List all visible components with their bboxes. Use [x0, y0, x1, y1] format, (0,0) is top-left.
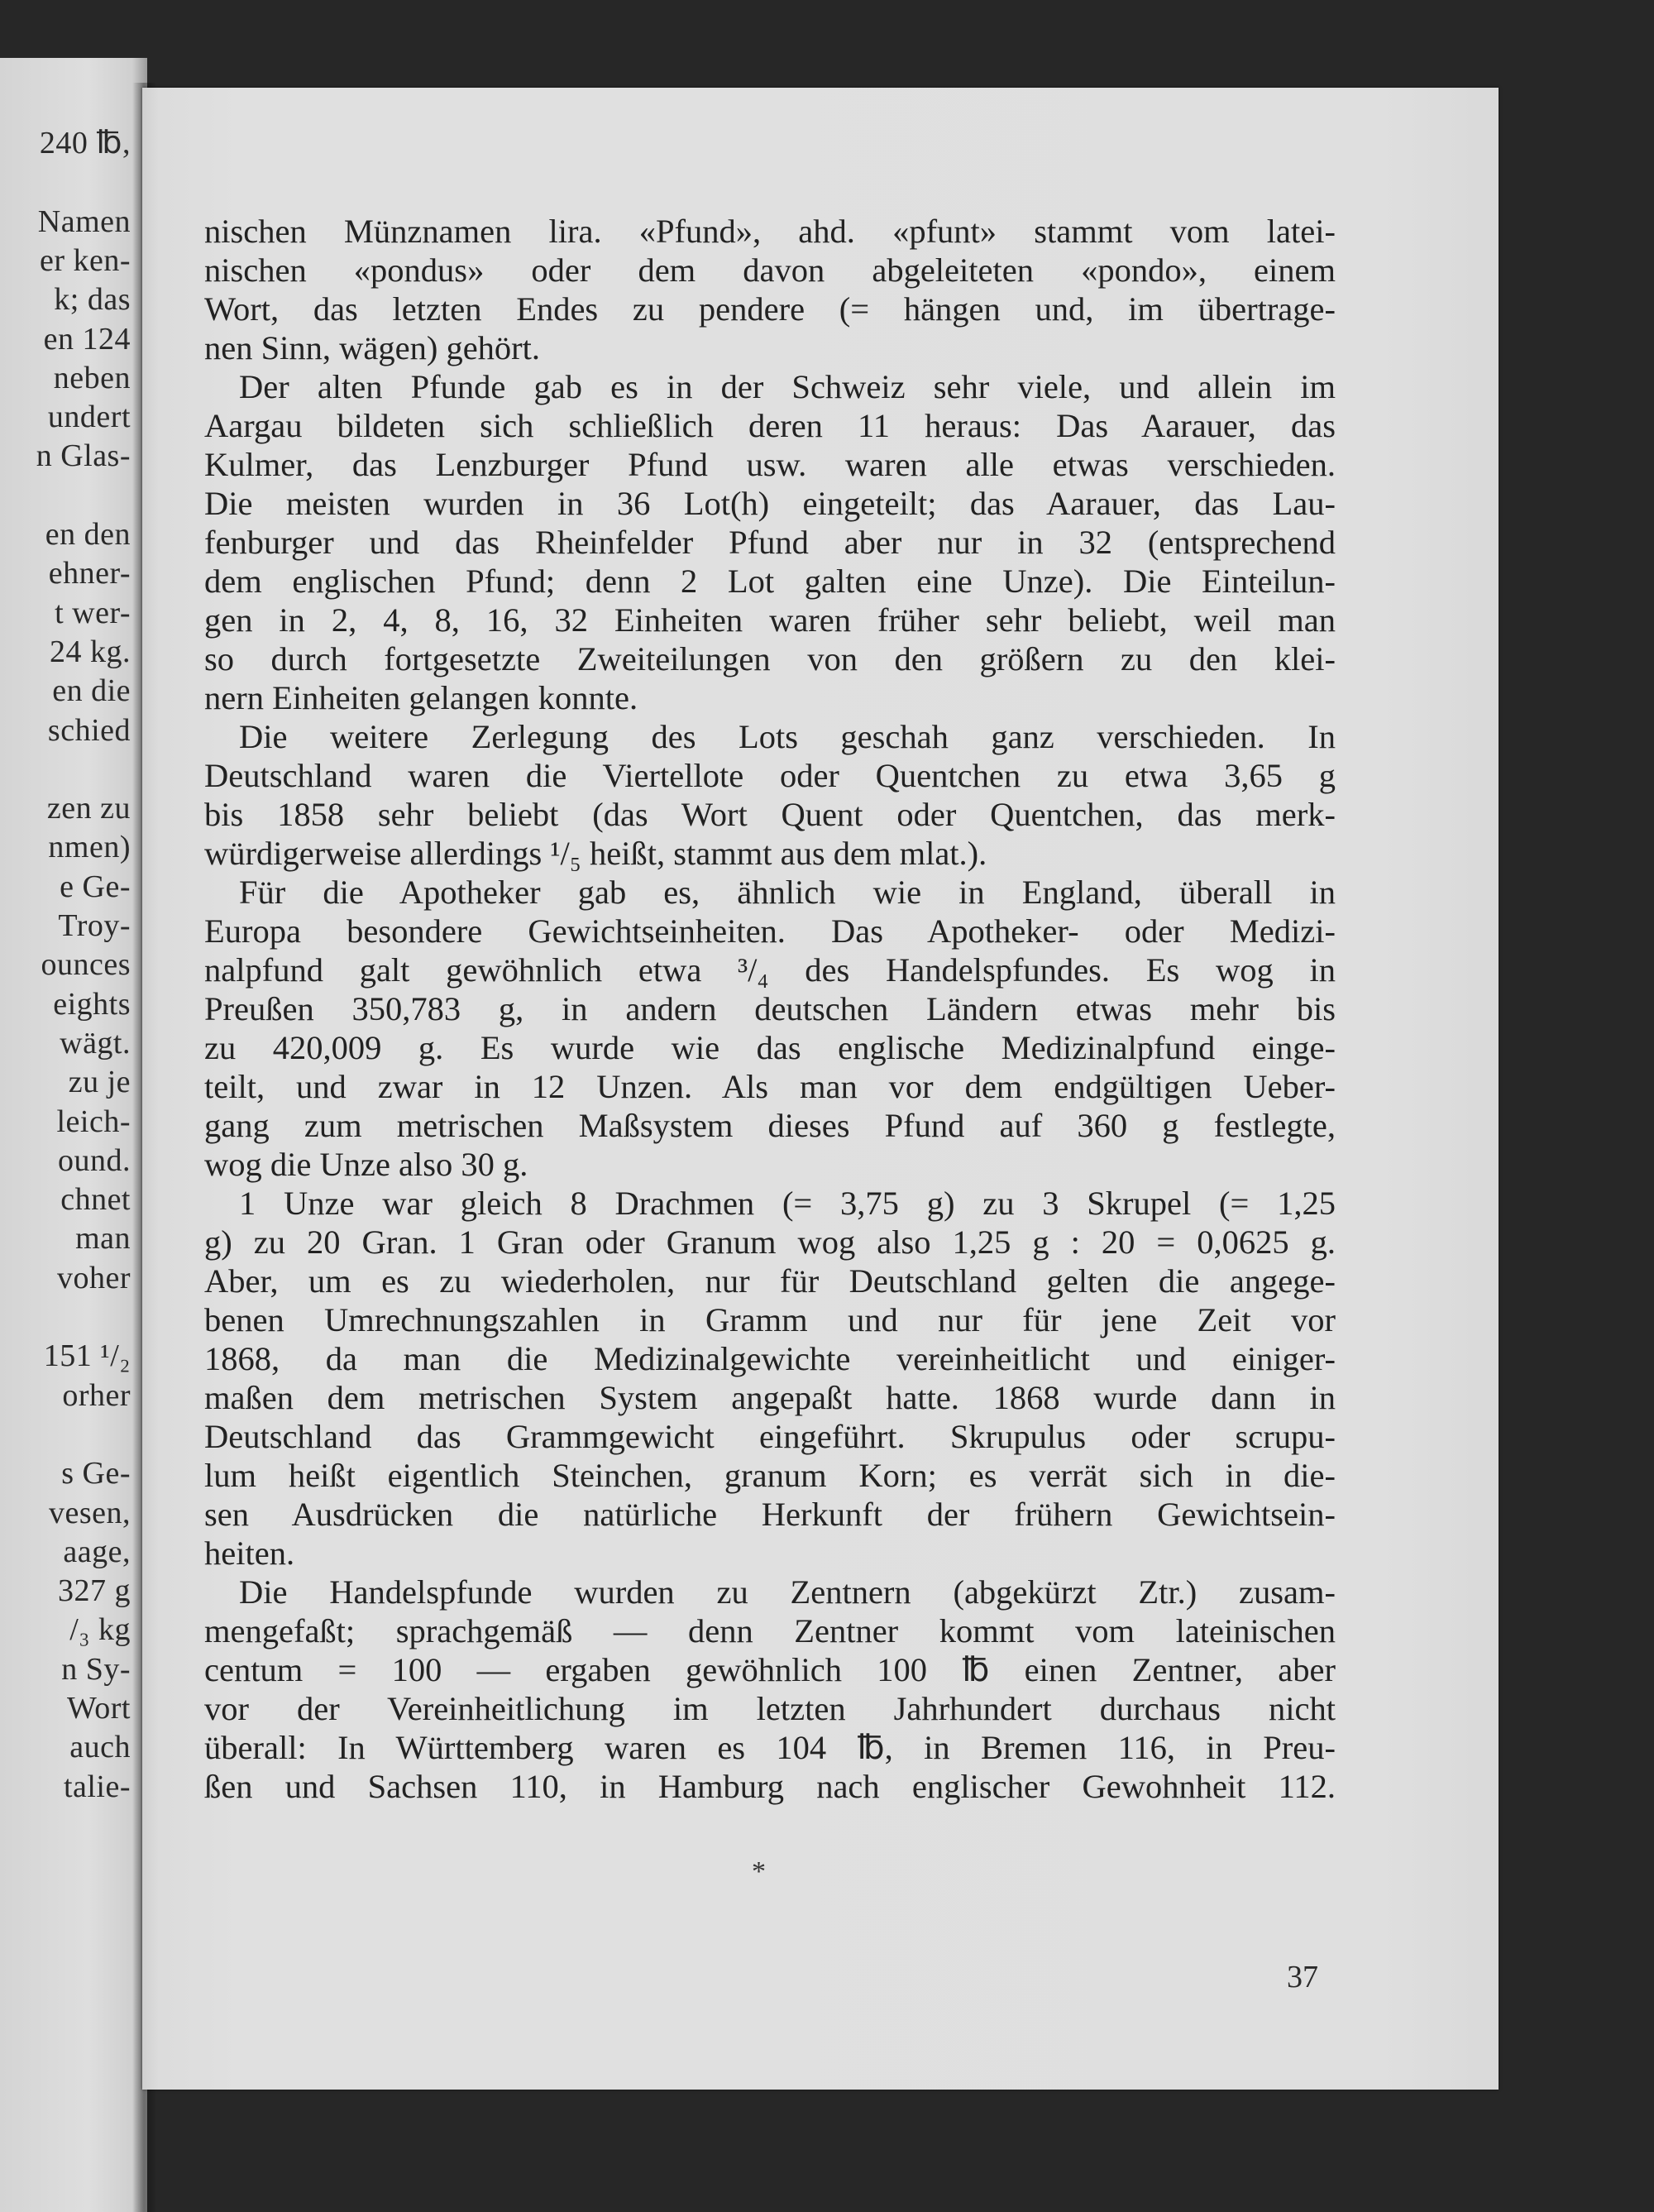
section-separator: *: [752, 1856, 766, 1887]
text-line: Kulmer, das Lenzburger Pfund usw. waren alle etwas verschieden.: [204, 446, 1336, 483]
left-page-line: 327 g: [58, 1573, 131, 1609]
text-line: würdigerweise allerdings ¹/₅ heißt, stammt aus dem mlat.).: [204, 835, 987, 872]
text-line: Wort, das letzten Endes zu pendere (= hängen und, im übertrage-: [204, 290, 1336, 328]
left-page-line: orher: [62, 1377, 131, 1413]
text-line: 1868, da man die Medizinalgewichte vereinheitlicht und einiger-: [204, 1340, 1336, 1377]
left-page-line: undert: [47, 400, 131, 435]
text-line: gang zum metrischen Maßsystem dieses Pfund auf 360 g festlegte,: [204, 1107, 1336, 1144]
left-page-line: er ken-: [39, 242, 131, 278]
left-page-line: k; das: [54, 282, 131, 318]
text-line: Der alten Pfunde gab es in der Schweiz sehr viele, und allein im: [239, 368, 1336, 405]
left-page-line: en 124: [43, 321, 131, 357]
left-page-line: s Ge-: [61, 1456, 131, 1491]
left-page-line: ounces: [41, 947, 131, 983]
text-line: Aargau bildeten sich schließlich deren 11 heraus: Das Aarauer, das: [204, 407, 1336, 444]
left-page-line: man: [75, 1221, 131, 1257]
left-page-line: Troy-: [58, 908, 131, 943]
left-page-line: ehner-: [48, 556, 131, 591]
text-line: sen Ausdrücken die natürliche Herkunft der frühern Gewichtsein-: [204, 1496, 1336, 1533]
left-page-line: t wer-: [55, 595, 131, 630]
text-line: nischen «pondus» oder dem davon abgeleiteten «pondo», einem: [204, 251, 1336, 289]
text-line: bis 1858 sehr beliebt (das Wort Quent oder Quentchen, das merk-: [204, 796, 1336, 833]
left-page-line: chnet: [60, 1182, 131, 1218]
left-page-line: talie-: [63, 1769, 131, 1804]
left-page-line: 24 kg.: [50, 634, 131, 669]
left-page-line: nmen): [48, 830, 131, 865]
text-line: nern Einheiten gelangen konnte.: [204, 679, 638, 716]
text-line: Für die Apotheker gab es, ähnlich wie in England, überall in: [239, 874, 1336, 911]
left-page-line: zu je: [68, 1065, 131, 1100]
text-line: wog die Unze also 30 g.: [204, 1146, 528, 1183]
text-line: vor der Vereinheitlichung im letzten Jahrhundert durchaus nicht: [204, 1690, 1336, 1727]
text-line: Die Handelspfunde wurden zu Zentnern (abgekürzt Ztr.) zusam-: [239, 1573, 1336, 1611]
text-line: nischen Münznamen lira. «Pfund», ahd. «pfunt» stammt vom latei-: [204, 213, 1336, 250]
text-line: nalpfund galt gewöhnlich etwa ³/₄ des Handelspfundes. Es wog in: [204, 951, 1336, 989]
text-line: mengefaßt; sprachgemäß — denn Zentner kommt vom lateinischen: [204, 1612, 1336, 1649]
left-page-line: e Ge-: [60, 869, 131, 904]
text-line: Europa besondere Gewichtseinheiten. Das Apotheker- oder Medizi-: [204, 912, 1336, 950]
text-line: zu 420,009 g. Es wurde wie das englische Medizinalpfund einge-: [204, 1029, 1336, 1066]
text-line: nen Sinn, wägen) gehört.: [204, 329, 541, 366]
text-line: Aber, um es zu wiederholen, nur für Deutschland gelten die angege-: [204, 1262, 1336, 1300]
text-line: Deutschland das Grammgewicht eingeführt. Skrupulus oder scrupu-: [204, 1418, 1336, 1455]
text-line: heiten.: [204, 1535, 295, 1572]
text-line: lum heißt eigentlich Steinchen, granum Korn; es verrät sich in die-: [204, 1457, 1336, 1494]
left-page-line: zen zu: [46, 791, 131, 826]
text-line: so durch fortgesetzte Zweiteilungen von den größern zu den klei-: [204, 640, 1336, 677]
text-line: teilt, und zwar in 12 Unzen. Als man vor dem endgültigen Ueber-: [204, 1068, 1336, 1105]
text-line: Preußen 350,783 g, in andern deutschen Ländern etwas mehr bis: [204, 990, 1336, 1027]
left-page-line: neben: [53, 360, 131, 395]
text-line: centum = 100 — ergaben gewöhnlich 100 ℔ einen Zentner, aber: [204, 1651, 1336, 1688]
left-page-line: aage,: [63, 1534, 131, 1569]
text-line: Deutschland waren die Viertellote oder Quentchen zu etwa 3,65 g: [204, 757, 1336, 794]
text-line: dem englischen Pfund; denn 2 Lot galten eine Unze). Die Einteilun-: [204, 563, 1336, 600]
text-line: gen in 2, 4, 8, 16, 32 Einheiten waren früher sehr beliebt, weil man: [204, 601, 1336, 639]
text-line: 1 Unze war gleich 8 Drachmen (= 3,75 g) zu 3 Skrupel (= 1,25: [239, 1185, 1336, 1222]
text-line: maßen dem metrischen System angepaßt hatte. 1868 wurde dann in: [204, 1379, 1336, 1416]
left-page-line: leich-: [56, 1104, 131, 1139]
text-line: fenburger und das Rheinfelder Pfund aber nur in 32 (entsprechend: [204, 524, 1336, 561]
left-page-line: en die: [52, 673, 131, 709]
text-line: überall: In Württemberg waren es 104 ℔, in Bremen 116, in Preu-: [204, 1729, 1336, 1766]
text-line: Die meisten wurden in 36 Lot(h) eingeteilt; das Aarauer, das Lau-: [204, 485, 1336, 522]
left-page-line: 151 ¹/₂: [43, 1338, 131, 1374]
left-page-line: vesen,: [48, 1495, 131, 1530]
page-number: 37: [1287, 1960, 1318, 1994]
left-page-line: eights: [53, 986, 131, 1022]
right-page: [142, 88, 1499, 2090]
left-page-line: schied: [47, 712, 131, 748]
left-page-line: auch: [69, 1730, 131, 1765]
text-line: g) zu 20 Gran. 1 Gran oder Granum wog also 1,25 g : 20 = 0,0625 g.: [204, 1223, 1336, 1261]
left-page-line: n Sy-: [61, 1651, 131, 1687]
left-page-line: Namen: [37, 203, 131, 239]
left-page-line: n Glas-: [36, 438, 131, 474]
left-page-line: ound.: [58, 1142, 131, 1178]
left-page-line: /₃ kg: [69, 1612, 131, 1648]
body-text: [204, 212, 1336, 1806]
left-page-edge: [0, 58, 147, 2212]
left-page-line: voher: [56, 1260, 131, 1295]
text-line: Die weitere Zerlegung des Lots geschah ganz verschieden. In: [239, 718, 1336, 755]
text-line: ßen und Sachsen 110, in Hamburg nach englischer Gewohnheit 112.: [204, 1768, 1336, 1805]
left-page-line: Wort: [66, 1691, 131, 1726]
left-page-line: wägt.: [60, 1025, 131, 1061]
left-page-line: en den: [45, 517, 131, 552]
text-line: benen Umrechnungszahlen in Gramm und nur für jene Zeit vor: [204, 1301, 1336, 1338]
left-page-line: 240 ℔,: [39, 126, 131, 160]
